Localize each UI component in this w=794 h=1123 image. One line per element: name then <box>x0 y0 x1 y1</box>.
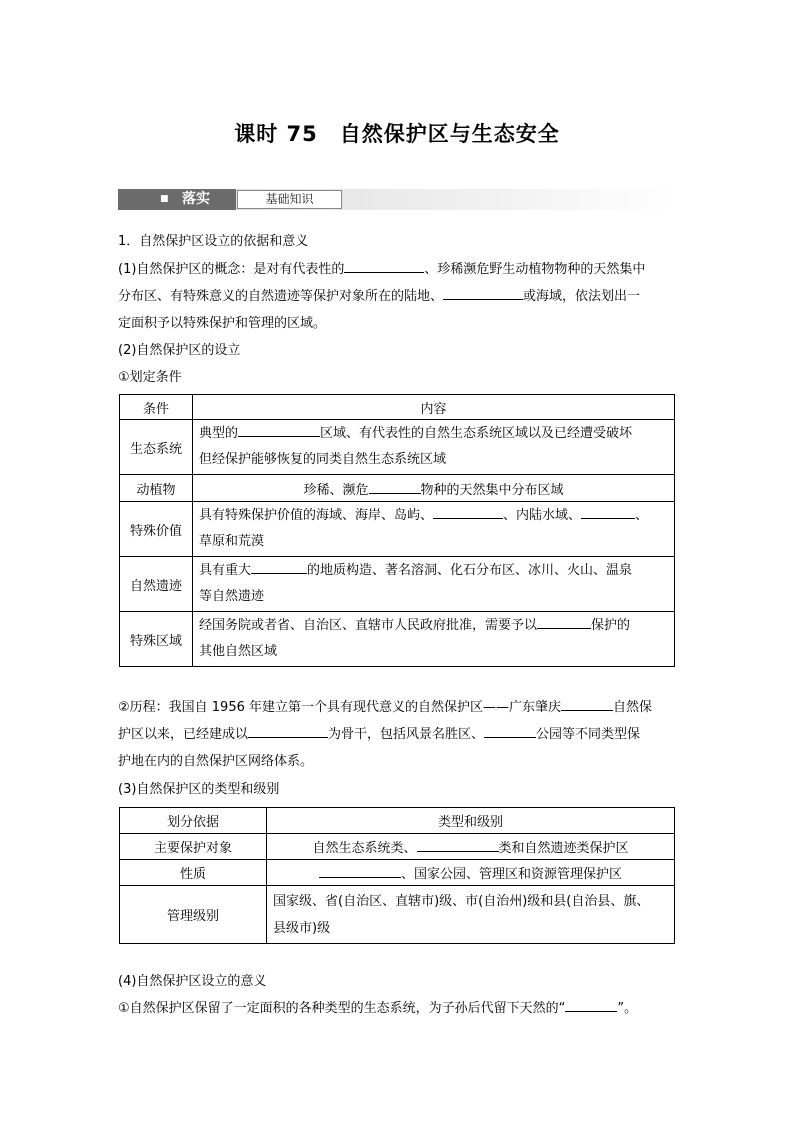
table-cell: 具有重大 的地质构造、著名溶洞、化石分布区、冰川、火山、温泉 等自然遗迹 <box>193 557 675 612</box>
fill-blank[interactable] <box>537 614 591 629</box>
table-cell: 国家级、省(自治区、直辖市)级、市(自治州)级和县(自治县、旗、 县级市)级 <box>267 886 675 944</box>
table-cell: 典型的 区域、有代表性的自然生态系统区域以及已经遭受破坏 但经保护能够恢复的同类自然生态系统区域 <box>193 420 675 475</box>
fill-blank[interactable] <box>484 723 536 738</box>
table-row <box>120 557 675 612</box>
table-header: 内容 <box>193 395 675 420</box>
types-table <box>119 807 675 944</box>
section-header <box>118 189 676 210</box>
fill-blank[interactable] <box>581 504 635 519</box>
section-tag-label: 落实 <box>182 191 210 207</box>
subheading: (2)自然保护区的设立 <box>118 343 241 358</box>
page-title: 课时 75 自然保护区与生态安全 <box>234 122 560 146</box>
section-label: 基础知识 <box>237 190 342 209</box>
table-header: 划分依据 <box>120 808 267 834</box>
fill-blank[interactable] <box>565 997 617 1012</box>
row-label: 自然遗迹 <box>120 557 193 612</box>
heading-1: 1．自然保护区设立的依据和意义 <box>118 234 309 249</box>
section-tag <box>118 189 236 210</box>
table-row <box>120 860 675 886</box>
paragraph-line: (1)自然保护区的概念：是对有代表性的 、珍稀濒危野生动植物物种的天然集中 <box>118 256 678 284</box>
table-cell: 珍稀、濒危 物种的天然集中分布区域 <box>193 475 675 502</box>
table-header: 类型和级别 <box>267 808 675 834</box>
conditions-table <box>119 394 675 667</box>
paragraph-line: 分布区、有特殊意义的自然遗迹等保护对象所在的陆地、 或海域，依法划出一 <box>118 283 678 311</box>
table-cell: 具有特殊保护价值的海域、海岸、岛屿、 、内陆水域、 、 草原和荒漠 <box>193 502 675 557</box>
table-cell: 自然生态系统类、 类和自然遗迹类保护区 <box>267 834 675 860</box>
table-row <box>120 475 675 502</box>
fill-blank[interactable] <box>561 696 613 711</box>
fill-blank[interactable] <box>369 479 421 494</box>
table-row <box>120 886 675 944</box>
row-label: 特殊价值 <box>120 502 193 557</box>
fill-blank[interactable] <box>238 422 320 437</box>
table-header-row <box>120 395 675 420</box>
fill-blank[interactable] <box>344 258 424 273</box>
fill-blank[interactable] <box>248 723 328 738</box>
table-row <box>120 420 675 475</box>
table-row <box>120 834 675 860</box>
table-header: 条件 <box>120 395 193 420</box>
paragraph-line: ①自然保护区保留了一定面积的各种类型的生态系统，为子孙后代留下天然的“ ”。 <box>118 995 688 1023</box>
paragraph-line: 定面积予以特殊保护和管理的区域。 <box>118 316 327 331</box>
row-label: 动植物 <box>120 475 193 502</box>
row-label: 特殊区域 <box>120 612 193 667</box>
square-bullet-icon: ■ <box>160 194 169 204</box>
subheading: (4)自然保护区设立的意义 <box>118 974 267 989</box>
table-row <box>120 502 675 557</box>
row-label: 生态系统 <box>120 420 193 475</box>
subheading: (3)自然保护区的类型和级别 <box>118 782 280 797</box>
paragraph-line: ②历程：我国自 1956 年建立第一个具有现代意义的自然保护区——广东肇庆 自然保 <box>118 694 678 722</box>
table-row <box>120 612 675 667</box>
row-label: 管理级别 <box>120 886 267 944</box>
paragraph-line: 护区以来，已经建成以 为骨干，包括风景名胜区、 公园等不同类型保 <box>118 721 678 749</box>
fill-blank[interactable] <box>433 504 503 519</box>
table-cell: 、国家公园、管理区和资源管理保护区 <box>267 860 675 886</box>
fill-blank[interactable] <box>319 863 401 878</box>
table-header-row <box>120 808 675 834</box>
row-label: 主要保护对象 <box>120 834 267 860</box>
table-cell: 经国务院或者省、自治区、直辖市人民政府批准，需要予以 保护的 其他自然区域 <box>193 612 675 667</box>
paragraph-line: 护地在内的自然保护区网络体系。 <box>118 754 314 769</box>
subheading: ①划定条件 <box>118 370 182 385</box>
row-label: 性质 <box>120 860 267 886</box>
fill-blank[interactable] <box>251 559 307 574</box>
fill-blank[interactable] <box>443 285 523 300</box>
fill-blank[interactable] <box>417 837 499 852</box>
